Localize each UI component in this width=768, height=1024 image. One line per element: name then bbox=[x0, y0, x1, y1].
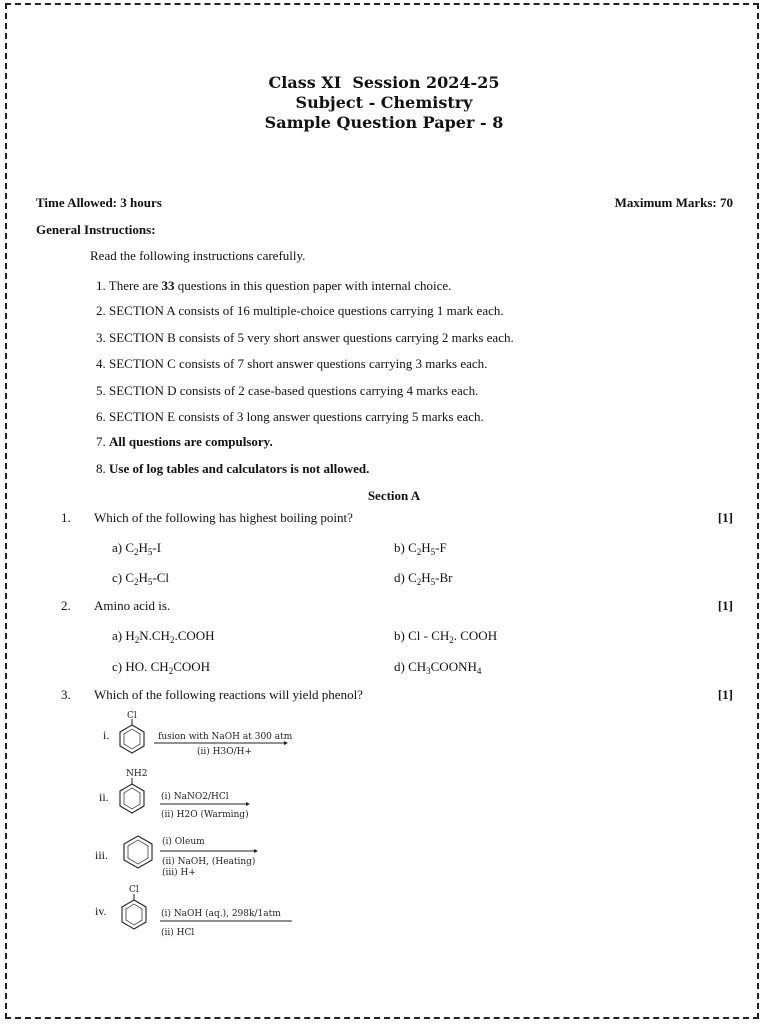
paper-title bbox=[0, 73, 768, 133]
option-a: a) $C_2H_5-I$ bbox=[112, 540, 162, 557]
option-c: c) $C_2H_5-Cl$ bbox=[112, 570, 170, 587]
instruction-item: 5. SECTION D consists of 2 case-based questions carrying 4 marks each. bbox=[96, 383, 479, 398]
substituent-label: NH2 bbox=[126, 769, 148, 779]
title-line-subject: Subject - Chemistry bbox=[295, 93, 473, 112]
reaction-ii-scheme bbox=[112, 766, 272, 828]
reaction-label: iii. bbox=[95, 848, 109, 862]
reagent-above: (i) Oleum bbox=[162, 837, 205, 847]
reaction-iv-scheme bbox=[112, 882, 302, 944]
reagent-above: (i) NaOH (aq.), 298k/1atm bbox=[161, 909, 281, 919]
reaction-i-scheme bbox=[112, 708, 302, 766]
reaction-label: i. bbox=[103, 728, 110, 742]
title-line-paper: Sample Question Paper - 8 bbox=[264, 113, 504, 132]
question-marks: [1] bbox=[717, 598, 733, 613]
reagent-above: fusion with NaOH at 300 atm bbox=[158, 732, 293, 742]
time-allowed: Time Allowed: 3 hours bbox=[36, 195, 162, 210]
option-a: a) $H_2N.CH_2.COOH$ bbox=[112, 628, 215, 645]
instruction-item: 1. There are 33 questions in this question paper with internal choice. bbox=[96, 278, 452, 293]
instruction-item: 3. SECTION B consists of 5 very short answer questions carrying 2 marks each. bbox=[96, 330, 514, 345]
option-d: d) $C_2H_5-Br$ bbox=[394, 570, 453, 587]
benzene-ring-icon bbox=[120, 778, 144, 813]
instruction-item: 2. SECTION A consists of 16 multiple-choice questions carrying 1 mark each. bbox=[96, 303, 504, 318]
instruction-item: 6. SECTION E consists of 3 long answer questions carrying 5 marks each. bbox=[96, 409, 484, 424]
reagent-below: (iii) H+ bbox=[162, 868, 196, 878]
maximum-marks: Maximum Marks: 70 bbox=[614, 195, 733, 210]
substituent-label: Cl bbox=[127, 711, 137, 721]
instructions-intro: Read the following instructions carefully. bbox=[90, 248, 306, 263]
section-title: Section A bbox=[367, 488, 421, 503]
reaction-iii-scheme bbox=[112, 830, 272, 880]
question-number: 1. bbox=[61, 510, 71, 525]
reagent-below: (ii) NaOH, (Heating) bbox=[162, 857, 256, 867]
reagent-below: (ii) HCl bbox=[161, 928, 195, 938]
title-line-class-session: Class XI Session 2024-25 bbox=[268, 73, 500, 92]
option-b: b) Cl - $CH_2$. COOH bbox=[394, 628, 498, 645]
instruction-item: 7. All questions are compulsory. bbox=[96, 434, 273, 449]
option-b: b) $C_2H_5-F$ bbox=[394, 540, 447, 557]
question-number: 2. bbox=[61, 598, 71, 613]
instructions-heading: General Instructions: bbox=[36, 222, 156, 237]
question-text: Which of the following reactions will yield phenol? bbox=[94, 687, 363, 702]
benzene-ring-icon bbox=[120, 719, 144, 753]
benzene-ring-icon bbox=[122, 894, 146, 929]
instruction-item: 4. SECTION C consists of 7 short answer questions carrying 3 marks each. bbox=[96, 356, 488, 371]
substituent-label: Cl bbox=[129, 885, 139, 895]
question-marks: [1] bbox=[717, 687, 733, 702]
question-number: 3. bbox=[61, 687, 71, 702]
reagent-below: (ii) H3O/H+ bbox=[197, 747, 253, 757]
reaction-label: ii. bbox=[99, 790, 109, 804]
question-marks: [1] bbox=[717, 510, 733, 525]
reagent-above: (i) NaNO2/HCl bbox=[161, 792, 229, 802]
benzene-ring-icon bbox=[124, 836, 152, 868]
option-c: c) HO. $CH_2COOH$ bbox=[112, 659, 211, 676]
reaction-label: iv. bbox=[95, 904, 107, 918]
question-text: Which of the following has highest boiling point? bbox=[94, 510, 353, 525]
question-text: Amino acid is. bbox=[94, 598, 171, 613]
instruction-item: 8. Use of log tables and calculators is not allowed. bbox=[96, 461, 370, 476]
option-d: d) $CH_3COONH_4$ bbox=[394, 659, 482, 676]
reagent-below: (ii) H2O (Warming) bbox=[161, 810, 249, 820]
